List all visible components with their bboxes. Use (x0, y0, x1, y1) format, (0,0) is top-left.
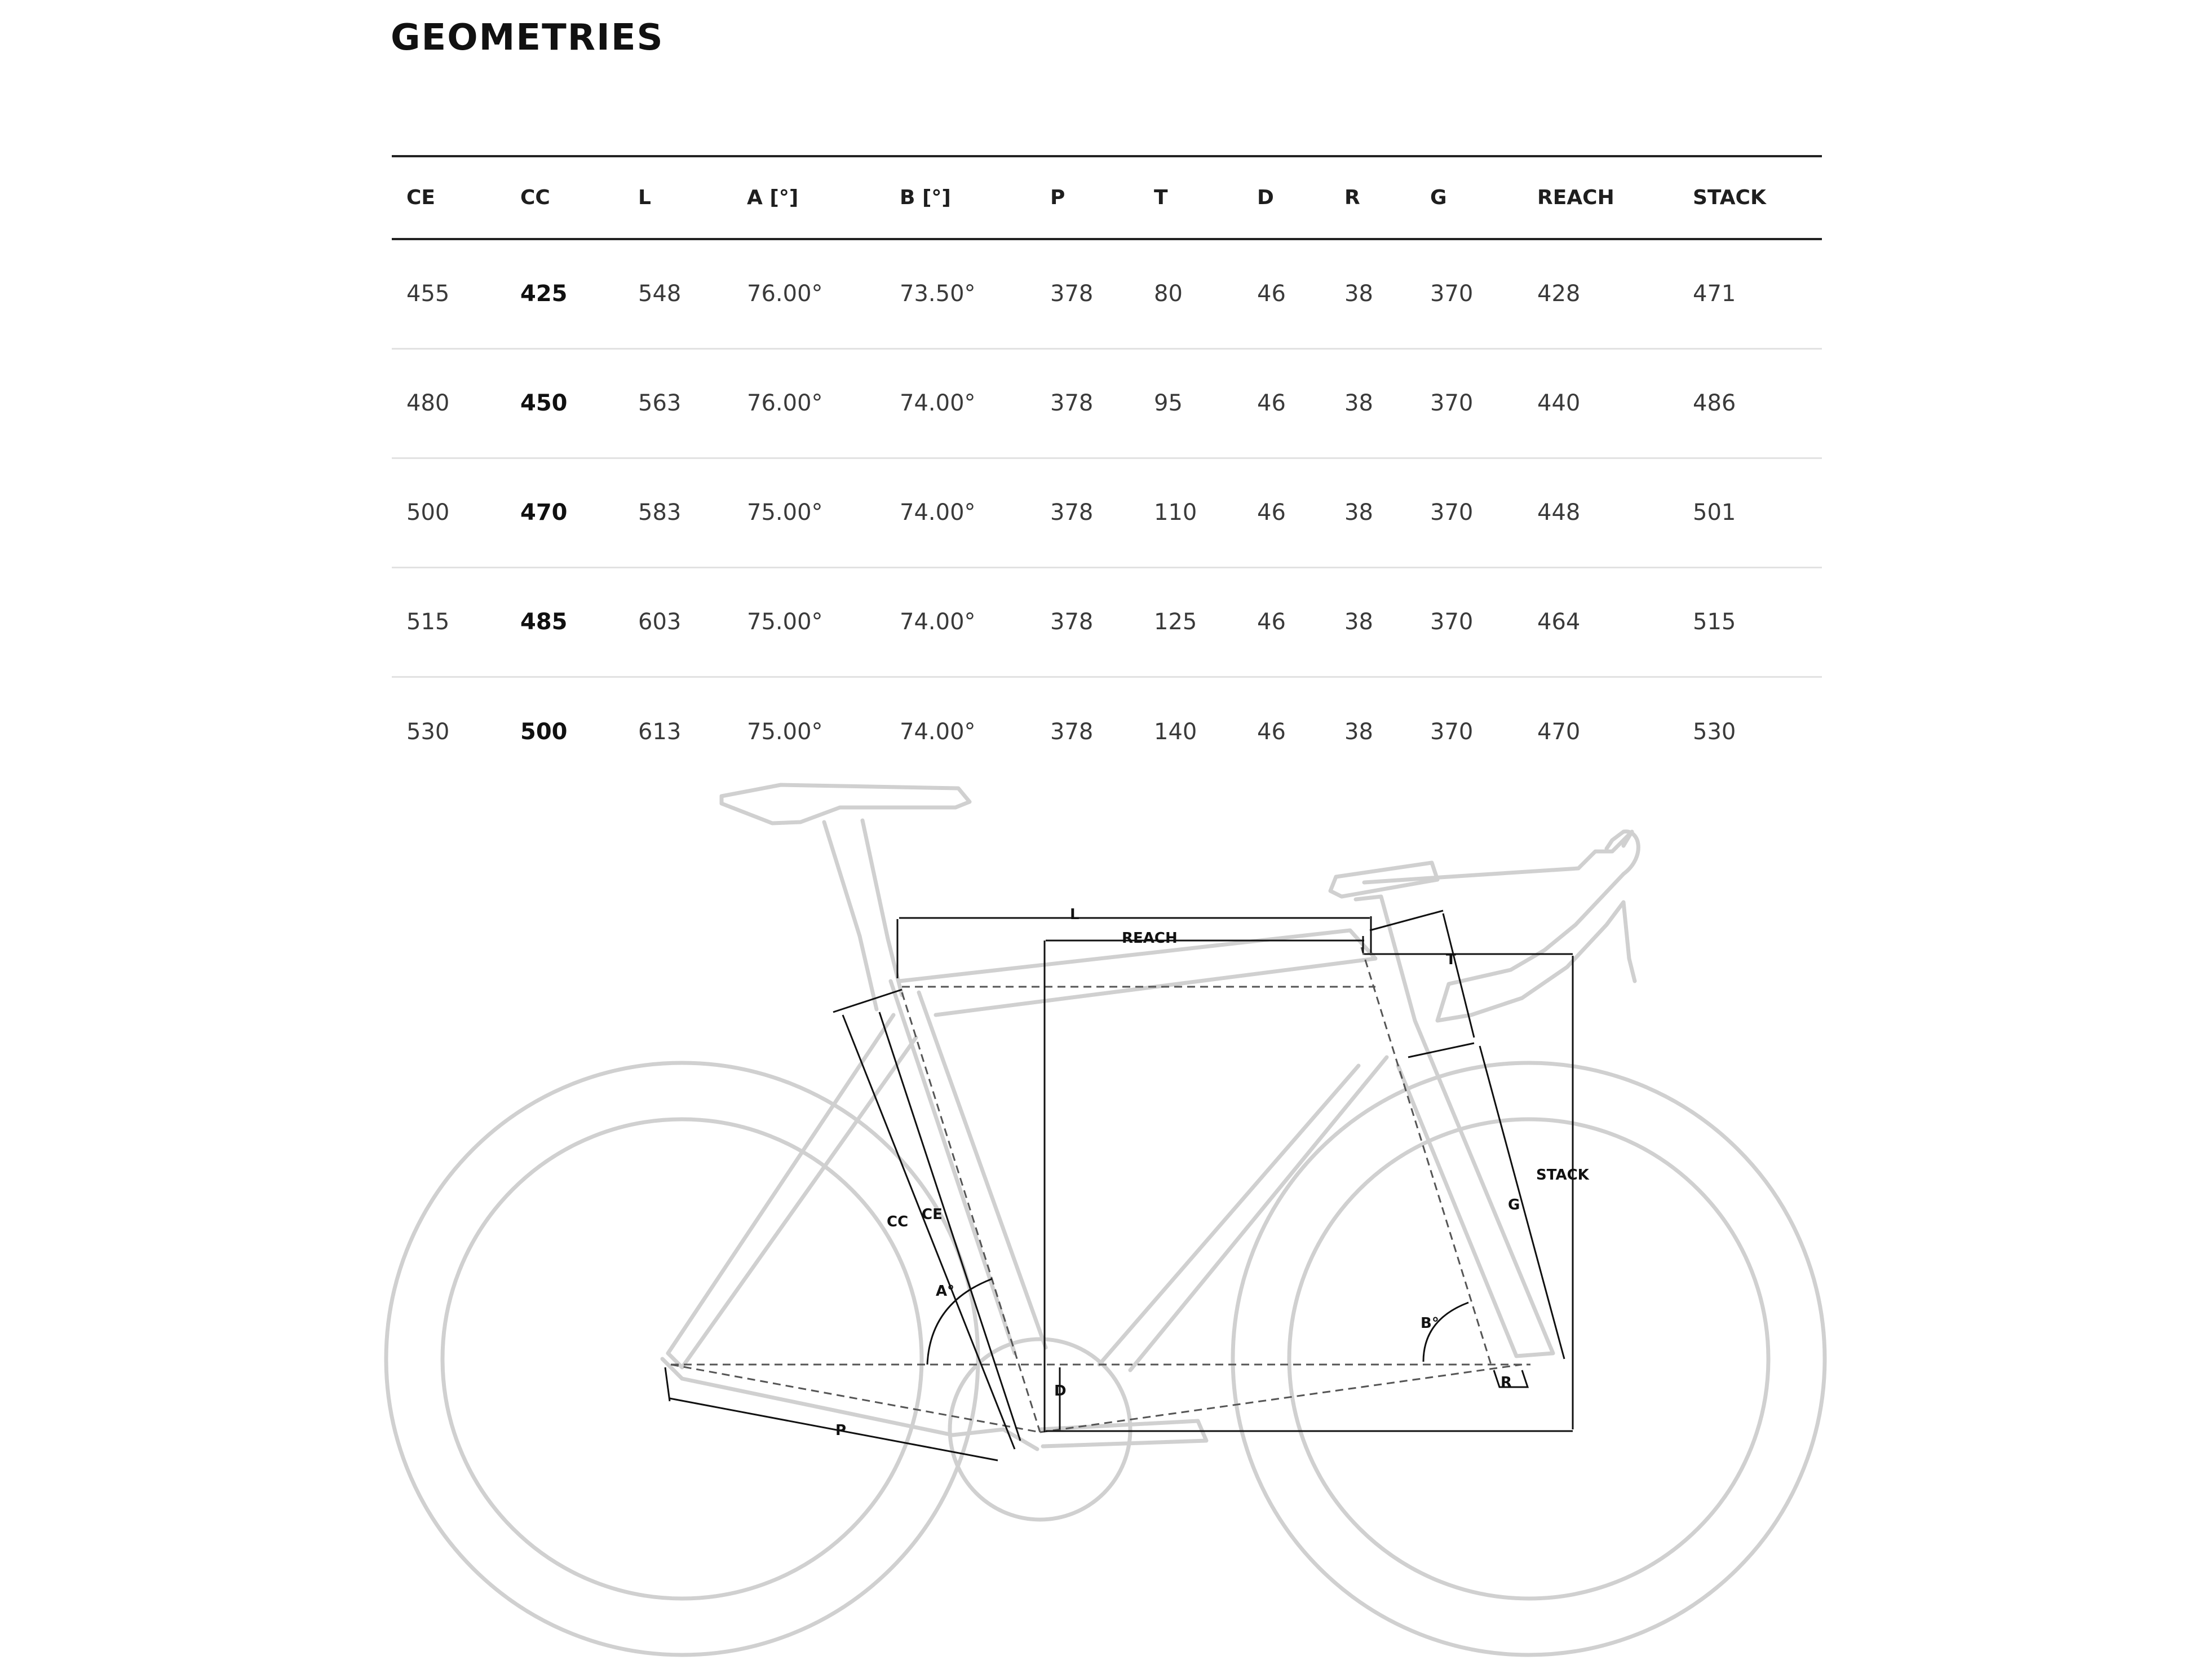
column-header: D (1242, 156, 1330, 239)
table-cell: 450 (506, 348, 623, 458)
table-cell: 440 (1523, 348, 1678, 458)
table-cell: 548 (623, 239, 732, 348)
chain-stays (662, 1359, 1037, 1449)
seat-stays (668, 1015, 916, 1367)
table-cell: 563 (623, 348, 732, 458)
table-cell: 80 (1139, 239, 1242, 348)
table-cell: 603 (623, 567, 732, 677)
rear-wheel (386, 1063, 978, 1655)
front-wheel (1233, 1063, 1825, 1655)
table-cell: 378 (1036, 567, 1139, 677)
dim-tick (833, 990, 902, 1012)
table-cell: 501 (1678, 458, 1822, 567)
table-cell: 74.00° (900, 718, 976, 745)
table-cell: 38 (1344, 718, 1373, 745)
table-row (392, 239, 1822, 348)
table-cell: 471 (1678, 239, 1822, 348)
column-header: B [°] (885, 156, 1036, 239)
table-cell: 470 (506, 458, 623, 567)
table-cell: 470 (1537, 718, 1581, 745)
dim-tick (665, 1367, 670, 1401)
column-header: REACH (1523, 156, 1678, 239)
label-stack: STACK (1536, 1167, 1589, 1184)
table-cell: 530 (1693, 718, 1736, 745)
table-cell: 530 (406, 718, 450, 745)
table-cell: 378 (1036, 458, 1139, 567)
table-body (392, 239, 1822, 786)
table-cell: 500 (392, 458, 506, 567)
table-cell: 448 (1523, 458, 1678, 567)
table-cell: 74.00° (885, 567, 1036, 677)
table-cell: 38 (1330, 458, 1415, 567)
column-header: STACK (1678, 156, 1822, 239)
table-row (392, 677, 1822, 786)
down-tube (1099, 1057, 1387, 1370)
table-cell: 370 (1415, 239, 1523, 348)
table-cell: 76.00° (732, 348, 885, 458)
column-header: CC (506, 156, 623, 239)
table-cell: 75.00° (732, 458, 885, 567)
table-cell: 95 (1139, 348, 1242, 458)
table-cell: 370 (1415, 458, 1523, 567)
label-t: T (1446, 951, 1456, 968)
saddle (722, 785, 970, 823)
label-g: G (1508, 1197, 1520, 1213)
dim-tick (1408, 1043, 1474, 1057)
table-cell: 485 (506, 567, 623, 677)
table-cell: 583 (623, 458, 732, 567)
crank-arm (1040, 1421, 1206, 1446)
table-header (392, 156, 1822, 239)
table-cell: 613 (638, 718, 682, 745)
table-cell: 425 (506, 239, 623, 348)
table-cell: 486 (1678, 348, 1822, 458)
dim-tick (1370, 911, 1443, 930)
table-cell: 464 (1523, 567, 1678, 677)
label-b: B° (1421, 1315, 1439, 1332)
table-cell: 140 (1154, 718, 1197, 745)
label-cc: CC (887, 1213, 909, 1230)
column-header: T (1139, 156, 1242, 239)
column-header: R (1330, 156, 1415, 239)
table-cell: 500 (520, 718, 568, 745)
rear-wheel-rim (443, 1119, 922, 1599)
table-cell: 75.00° (732, 567, 885, 677)
table-cell: 46 (1257, 718, 1286, 745)
table-cell: 428 (1523, 239, 1678, 348)
table-cell: 370 (1415, 348, 1523, 458)
dim-arc-b (1423, 1303, 1468, 1362)
table-cell: 378 (1036, 348, 1139, 458)
column-header: G (1415, 156, 1523, 239)
geometry-table (392, 155, 1822, 786)
column-header: CE (392, 156, 506, 239)
table-cell: 38 (1330, 567, 1415, 677)
table-cell: 38 (1330, 348, 1415, 458)
table-cell: 515 (1678, 567, 1822, 677)
table-cell: 76.00° (732, 239, 885, 348)
label-ce: CE (922, 1206, 943, 1223)
table-cell: 38 (1330, 239, 1415, 348)
table-cell: 370 (1430, 718, 1474, 745)
column-header: A [°] (732, 156, 885, 239)
label-p: P (835, 1422, 847, 1439)
page-title: GEOMETRIES (391, 17, 664, 59)
column-header: L (623, 156, 732, 239)
table-cell: 75.00° (747, 718, 823, 745)
table-cell: 378 (1036, 239, 1139, 348)
table-cell: 46 (1242, 567, 1330, 677)
bike-geometry-diagram (0, 772, 2212, 1660)
label-d: D (1054, 1383, 1067, 1399)
label-reach: REACH (1122, 930, 1178, 947)
table-row (392, 348, 1822, 458)
dashed-reference-lines (671, 947, 1530, 1432)
front-wheel-rim (1289, 1119, 1768, 1599)
table-cell: 125 (1139, 567, 1242, 677)
column-header: P (1036, 156, 1139, 239)
label-r: R (1501, 1374, 1512, 1391)
table-cell: 370 (1415, 567, 1523, 677)
table-cell: 73.50° (885, 239, 1036, 348)
table-cell: 46 (1242, 239, 1330, 348)
table-row (392, 567, 1822, 677)
table-cell: 378 (1050, 718, 1094, 745)
label-l: L (1070, 906, 1080, 923)
table-cell: 480 (392, 348, 506, 458)
bike-frame-outline (386, 785, 1825, 1655)
header-row (392, 156, 1822, 239)
table-cell: 46 (1242, 348, 1330, 458)
label-a: A° (936, 1283, 955, 1300)
table-cell: 110 (1139, 458, 1242, 567)
table-cell: 74.00° (885, 348, 1036, 458)
table-cell: 74.00° (885, 458, 1036, 567)
table-cell: 46 (1242, 458, 1330, 567)
table-cell: 515 (392, 567, 506, 677)
table-row (392, 458, 1822, 567)
table-cell: 455 (392, 239, 506, 348)
